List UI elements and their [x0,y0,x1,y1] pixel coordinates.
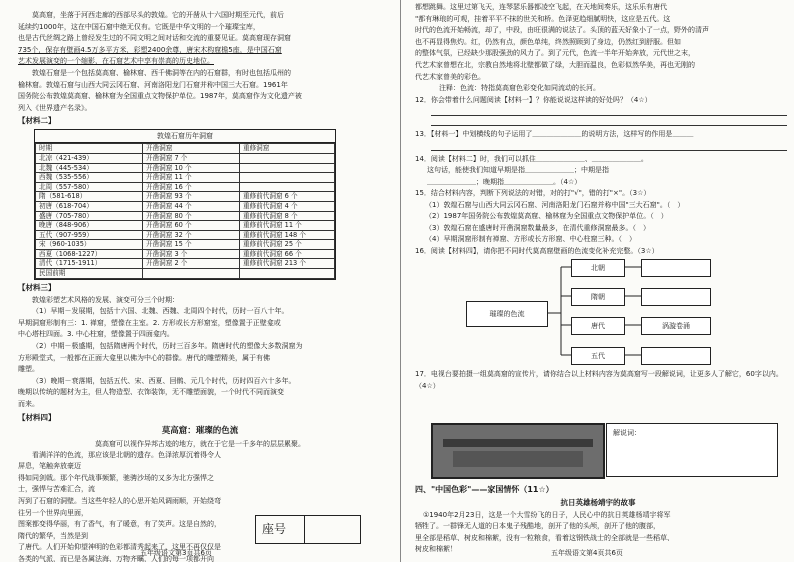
text-line: 榆林窟。敦煌石窟与山西大同云冈石窟、河南洛阳龙门石窟并称中国三大石窟。1961年 [18,80,288,89]
seat-number-box [255,515,361,544]
table-row [36,173,335,183]
cell-new-caves: 开凿洞窟 7 个 [143,153,240,163]
cell-period: 清代（1715-1911） [36,259,143,269]
cell-restored-caves [240,269,335,279]
header-restored-caves: 重修洞窟 [240,144,335,154]
text-line: （3）晚期－衰落期，包括五代、宋、西夏、回鹘、元几个时代，历时四百六十多年。 [32,376,296,385]
text-line: 列入《世界遗产名录》。 [18,103,92,112]
text-line: （1）早期－发展期，包括十六国、北魏、西魏、北周四个时代，历时一百八十年。 [32,307,289,316]
cell-period: 五代（907-959） [36,230,143,240]
table-title: 敦煌石窟历年洞窟 [35,130,335,143]
material3-label: 【材料三】 [18,282,56,292]
cell-new-caves: 开凿洞窟 11 个 [143,173,240,183]
text-line: 敦煌石窟是一个包括莫高窟、榆林窟、西千佛洞等在内的石窟群，有时也包括瓜州的 [32,68,291,77]
cell-period: 民国前期 [36,269,143,279]
table-row [36,230,335,240]
era-box-1: 北朝 [571,259,625,277]
material3-text [0,295,400,411]
cell-period: 北魏（445-534） [36,163,143,173]
text-line: （1）敦煌石窟与山西大同云冈石窟、河南洛阳龙门石窟并称中国"三大石窟"。（ ） [425,200,685,209]
text-line: 里全部是稻草、树皮和棉絮，没有一粒粮食，看着这钢铁战士的全部就是一些稻草、 [415,533,674,542]
answer-line-12b[interactable] [431,116,787,126]
question-15-items [401,200,794,246]
cell-period: 北周（557-580） [36,182,143,192]
cell-period: 宋（960-1035） [36,240,143,250]
cell-period: 北凉（421-439） [36,153,143,163]
text-line: 都想跳舞。这里过第飞天，连琴瑟乐器都凌空飞起，在天地间奏乐，这乐乐有唐代 [415,3,667,11]
table-row [36,249,335,259]
text-line: 树皮和棉絮！ [415,545,457,553]
color-flow-diagram [401,259,794,367]
cell-new-caves: 开凿洞窟 2 个 [143,259,240,269]
question-16: 16．阅读【材料四】，请你把不同时代莫高窟壁画的色流变化补充完整。（3☆） [415,246,659,255]
text-line: 得如同剑戟。那个年代战事频繁，驰骋沙场的又多为北方强悍之士，强悍与苦难汇合，流 [18,473,214,494]
text-line: ①1940年2月23日，这是一个大雪纷飞的日子，人民心中的抗日英雄杨靖宇将军 [423,510,671,519]
cell-period: 晚唐（848-906） [36,221,143,231]
text-line: 而来。 [18,400,39,408]
text-line: 代艺术家曾想在北，宗教自然地将北壁都做了绿，大胆而温良，色彩似然华美，再也无刚的 [415,60,695,69]
text-line: 国务院公布敦煌莫高窟、榆林窟为全国重点文物保护单位。1987年，莫高窟作为文化遗产被 [18,92,302,101]
text-line: 泻到了石窟的洞壁。当这些年轻人的心思开始风调雨顺，开始绕弯往另一个世界向里面， [18,496,221,517]
cell-restored-caves [240,182,335,192]
explanation-box[interactable] [606,423,778,477]
mogao-photo [431,423,605,479]
cell-restored-caves [240,153,335,163]
question-14: 14．阅读【材料二】时，我们可以抓住＿＿＿＿＿＿＿、＿＿＿＿＿＿＿。 [415,154,648,163]
cell-new-caves: 开凿洞窟 16 个 [143,182,240,192]
text-line: 也是古代丝绸之路上曾经发生过的不同文明之间对话和交流的重要见证。莫高窟现存洞窟 [18,34,291,43]
photo-roof-shape [443,439,593,447]
cave-table-grid [35,143,335,278]
explanation-label: 解说词： [613,429,641,437]
text-line: 早期洞窟形制有三：1. 禅窟，塑像在主室。2. 方形或长方形窟室，塑像置于正壁龛或 [18,318,281,327]
table-row [36,211,335,221]
table-row [36,182,335,192]
seat-label: 座号 [256,516,305,543]
cell-new-caves: 开凿洞窟 3 个 [143,249,240,259]
answer-line-13[interactable] [431,141,787,151]
text-line: 了唐代。人们开始仰望神明的色彩都清秀起来了，这里不再仅仅是 [18,543,221,552]
cell-restored-caves: 重修前代洞窟 148 个 [240,230,335,240]
cell-period: 西魏（535-556） [36,173,143,183]
text-line: 也不再显得焦灼。红，仍然有点，颜色单纯，终然照顾到了身边，仍然红到舒服。但如 [415,37,681,46]
table-row [36,201,335,211]
photo-building-shape [453,451,583,467]
text-line: （2）中期－极盛期，包括隋唐两个时代，历时三百多年。隋唐时代的塑像大多数洞窟为 [32,342,303,351]
material4-label: 【材料四】 [18,412,56,422]
text-line: 牺牲了。一群锋无人道的日本鬼子残酷地，剖开了他的头颅，剖开了他的腹部， [415,522,660,530]
cell-restored-caves: 重修前代洞窟 8 个 [240,211,335,221]
text-line: 敦煌彩塑艺术风格的发展、演变可分三个时期： [32,295,179,304]
cell-restored-caves: 重修前代洞窟 66 个 [240,249,335,259]
table-row [36,192,335,202]
text-line: 看满洋洋的色流，那应该是北朝的遗存。色泽浓厚沉着得令人屏息，笔触奔放豪迈 [18,450,221,471]
left-footer: 五年级语文第3页共6页 [140,549,212,557]
answer-box-1[interactable] [641,259,711,277]
cell-restored-caves [240,173,335,183]
cell-period: 盛唐（705-780） [36,211,143,221]
essay-text [0,450,235,562]
era-box-4: 五代 [571,347,625,365]
table-row [36,153,335,163]
section-4-heading: 四、"中国色彩"——家国情怀（11☆） [415,485,554,494]
table-header-row [36,144,335,154]
text-line: 各类的气派，而已是各属法海、万物齐瞩，人们的每一项都开向 [18,554,214,562]
note-text: 注释：色流：特指莫高窟色彩变化如同流动的长河。 [439,84,600,93]
story-title: 抗日英雄杨靖宇的故事 [560,497,636,507]
cell-new-caves: 开凿洞窟 44 个 [143,201,240,211]
cell-new-caves: 开凿洞窟 80 个 [143,211,240,221]
header-period: 时期 [36,144,143,154]
cell-new-caves: 开凿洞窟 10 个 [143,163,240,173]
material2-label: 【材料二】 [18,116,56,126]
question-14c: ＿＿＿＿＿＿＿；晚期指＿＿＿＿＿＿＿。（4☆） [427,177,582,186]
cell-new-caves: 开凿洞窟 15 个 [143,240,240,250]
text-line: 莫高窟，坐落于河西走廊的西部尽头的敦煌。它的开凿从十六国时期至元代，前后 [32,11,284,19]
answer-line-12a[interactable] [431,106,787,116]
text-line: 方形殿堂式，一般都在正面大龛里以佛为中心的群像。唐代的雕塑精美，属于有佛 [18,353,270,362]
cell-restored-caves: 重修前代洞窟 11 个 [240,221,335,231]
cell-restored-caves: 重修前代洞窟 4 个 [240,201,335,211]
text-line: 735个，保存有壁画4.5万多平方米，彩塑2400余尊，唐宋木构窟檐5座，是中国石窟 [18,45,282,54]
right-footer: 五年级语文第4页共6页 [551,549,623,557]
cell-new-caves: 开凿洞窟 60 个 [143,221,240,231]
text-line: 代艺术家曾美的彩色。 [415,72,485,81]
cell-restored-caves: 重修前代洞窟 6 个 [240,192,335,202]
cell-period: 隋（581-618） [36,192,143,202]
cell-new-caves: 开凿洞窟 93 个 [143,192,240,202]
cell-new-caves [143,269,240,279]
text-line: 的整体气氛，已经缺少那股强劲的风力了。到了元代，色流一半年开始奔放，元代世之末， [415,49,695,58]
text-line: （3）敦煌石窟在盛唐时开凿洞窟数量最多，在清代重修洞窟最多。（ ） [425,223,650,232]
cell-restored-caves: 重修前代洞窟 213 个 [240,259,335,269]
text-line: 图案都变得华丽，有了香气，有了暖意，有了笑声。这是自然的，隋代的繁华，当然是到 [18,520,221,540]
answer-box-4[interactable] [641,347,711,365]
era-box-3: 唐代 [571,317,625,335]
text-line: 延续约1000年，这在中国石窟中绝无仅有。它既是中华文明的一个璀璨宝库， [18,22,260,31]
era-box-2: 隋朝 [571,288,625,306]
text-line: 时代的色流开始畅流，却了，中段，由旺很满的说法了。头顶的蓝天好象小了一点，野外的清声 [415,26,709,35]
text-line: "都有琳琅的可观，挂着平平不抹的世关和桥。色泽更趋细腻明快，这应是五代。这 [415,14,671,23]
text-line: 雕塑。 [18,365,39,374]
question-15: 15．结合材料内容，判断下列说法的对错，对的打"√"，错的打"×"。（3☆） [415,189,651,198]
essay-subtitle: 莫高窟可以视作异邦古迹的地方，就在于它是一千多年的层层累聚。 [95,439,305,448]
cave-table [34,129,336,279]
text-line: 艺术发展演变的一个缩影，在石窟艺术中享有崇高的历史地位。 [18,57,214,66]
cell-restored-caves: 重修前代洞窟 25 个 [240,240,335,250]
table-row [36,240,335,250]
question-13: 13．【材料一】中划横线的句子运用了＿＿＿＿＿＿＿的说明方法，这样写的作用是＿＿＿ [415,130,694,139]
table-row [36,269,335,279]
answer-box-3: 涡漩卷涌 [641,317,711,335]
cell-period: 初唐（618-704） [36,201,143,211]
diagram-center-box: 璀璨的色流 [466,301,548,327]
text-line: （2）1987年国务院公布敦煌莫高窟、榆林窟为全国重点文物保护单位。（ ） [425,212,668,221]
table-row [36,221,335,231]
text-line: 晚期以传统的题材为主，但人物造型、衣饰装饰，无不雕塑面貌，一个时代不同而演变 [18,388,284,397]
table-row [36,163,335,173]
intro-paragraph [0,10,400,114]
answer-box-2[interactable] [641,288,711,306]
question-12: 12．你会带着什么问题阅读【材料一】？你能说说这样读的好处吗？（4☆） [415,95,652,104]
essay-continuation [401,2,794,83]
question-14b: 这句话，能使我们知道早期是指＿＿＿＿＿＿＿；中期是指 [427,166,609,175]
text-line: 中心塔柱四面。3. 中心柱窟，塑像置于四面龛内。 [18,330,174,339]
essay-title: 莫高窟：璀璨的色流 [161,425,239,436]
cell-restored-caves [240,163,335,173]
right-page [400,0,794,562]
question-17: 17．电视台要拍摄一组莫高窟的宣传片，请你结合以上材料内容为莫高窟写一段解说词，让更多人了解它，60字以内。（4☆） [415,370,783,390]
table-row [36,259,335,269]
cell-period: 西夏（1068-1227） [36,249,143,259]
cell-new-caves: 开凿洞窟 32 个 [143,230,240,240]
text-line: （4）早期洞窟形制有禅窟、方形或长方形窟、中心柱窟三种。（ ） [425,235,636,244]
header-new-caves: 开凿洞窟 [143,144,240,154]
